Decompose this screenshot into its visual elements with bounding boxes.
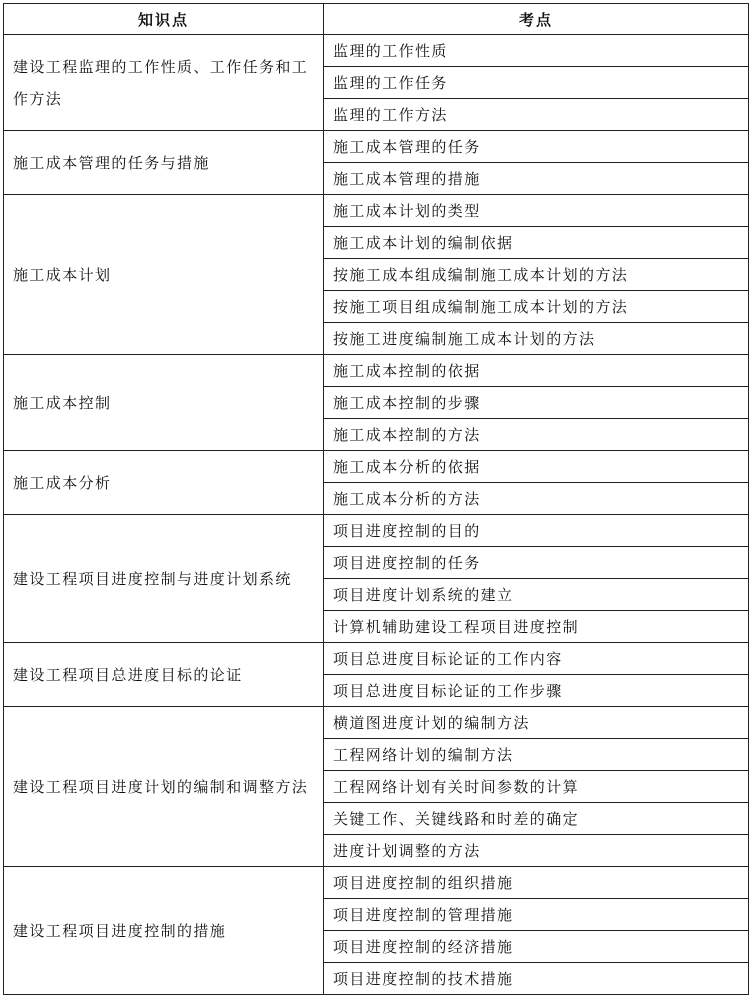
- table-row: [4, 195, 749, 227]
- knowledge-points-table: [3, 3, 749, 995]
- exam-point-cell: 施工成本分析的依据: [324, 451, 749, 483]
- knowledge-point-cell: 施工成本管理的任务与措施: [4, 131, 324, 195]
- exam-point-cell: 项目进度控制的任务: [324, 547, 749, 579]
- table-row: [4, 355, 749, 387]
- exam-point-cell: 监理的工作性质: [324, 35, 749, 67]
- exam-point-cell: 关键工作、关键线路和时差的确定: [324, 803, 749, 835]
- table-body: [4, 35, 749, 995]
- exam-point-cell: 按施工成本组成编制施工成本计划的方法: [324, 259, 749, 291]
- exam-point-cell: 施工成本管理的措施: [324, 163, 749, 195]
- exam-point-cell: 项目进度计划系统的建立: [324, 579, 749, 611]
- exam-point-cell: 施工成本分析的方法: [324, 483, 749, 515]
- table-row: [4, 131, 749, 163]
- knowledge-point-cell: 施工成本计划: [4, 195, 324, 355]
- knowledge-point-cell: 施工成本分析: [4, 451, 324, 515]
- exam-point-cell: 计算机辅助建设工程项目进度控制: [324, 611, 749, 643]
- header-exam-point: 考点: [324, 4, 749, 35]
- table-row: [4, 35, 749, 67]
- knowledge-point-cell: 建设工程项目进度控制的措施: [4, 867, 324, 995]
- exam-point-cell: 项目进度控制的技术措施: [324, 963, 749, 995]
- exam-point-cell: 项目总进度目标论证的工作步骤: [324, 675, 749, 707]
- exam-point-cell: 工程网络计划的编制方法: [324, 739, 749, 771]
- header-knowledge-point: 知识点: [4, 4, 324, 35]
- exam-point-cell: 进度计划调整的方法: [324, 835, 749, 867]
- exam-point-cell: 施工成本计划的编制依据: [324, 227, 749, 259]
- knowledge-point-cell: 建设工程监理的工作性质、工作任务和工作方法: [4, 35, 324, 131]
- table-row: [4, 707, 749, 739]
- exam-point-cell: 项目进度控制的组织措施: [324, 867, 749, 899]
- exam-point-cell: 按施工项目组成编制施工成本计划的方法: [324, 291, 749, 323]
- exam-point-cell: 项目总进度目标论证的工作内容: [324, 643, 749, 675]
- table-row: [4, 867, 749, 899]
- table-row: [4, 643, 749, 675]
- knowledge-point-cell: 建设工程项目进度计划的编制和调整方法: [4, 707, 324, 867]
- knowledge-point-cell: 施工成本控制: [4, 355, 324, 451]
- exam-point-cell: 横道图进度计划的编制方法: [324, 707, 749, 739]
- exam-point-cell: 施工成本计划的类型: [324, 195, 749, 227]
- exam-point-cell: 工程网络计划有关时间参数的计算: [324, 771, 749, 803]
- exam-point-cell: 按施工进度编制施工成本计划的方法: [324, 323, 749, 355]
- knowledge-point-cell: 建设工程项目进度控制与进度计划系统: [4, 515, 324, 643]
- table-row: [4, 451, 749, 483]
- header-row: [4, 4, 749, 35]
- table-row: [4, 515, 749, 547]
- exam-point-cell: 项目进度控制的目的: [324, 515, 749, 547]
- exam-point-cell: 施工成本控制的依据: [324, 355, 749, 387]
- knowledge-point-cell: 建设工程项目总进度目标的论证: [4, 643, 324, 707]
- exam-point-cell: 监理的工作方法: [324, 99, 749, 131]
- exam-point-cell: 施工成本管理的任务: [324, 131, 749, 163]
- exam-point-cell: 项目进度控制的管理措施: [324, 899, 749, 931]
- table-header: [4, 4, 749, 35]
- exam-point-cell: 项目进度控制的经济措施: [324, 931, 749, 963]
- exam-point-cell: 监理的工作任务: [324, 67, 749, 99]
- exam-point-cell: 施工成本控制的方法: [324, 419, 749, 451]
- exam-point-cell: 施工成本控制的步骤: [324, 387, 749, 419]
